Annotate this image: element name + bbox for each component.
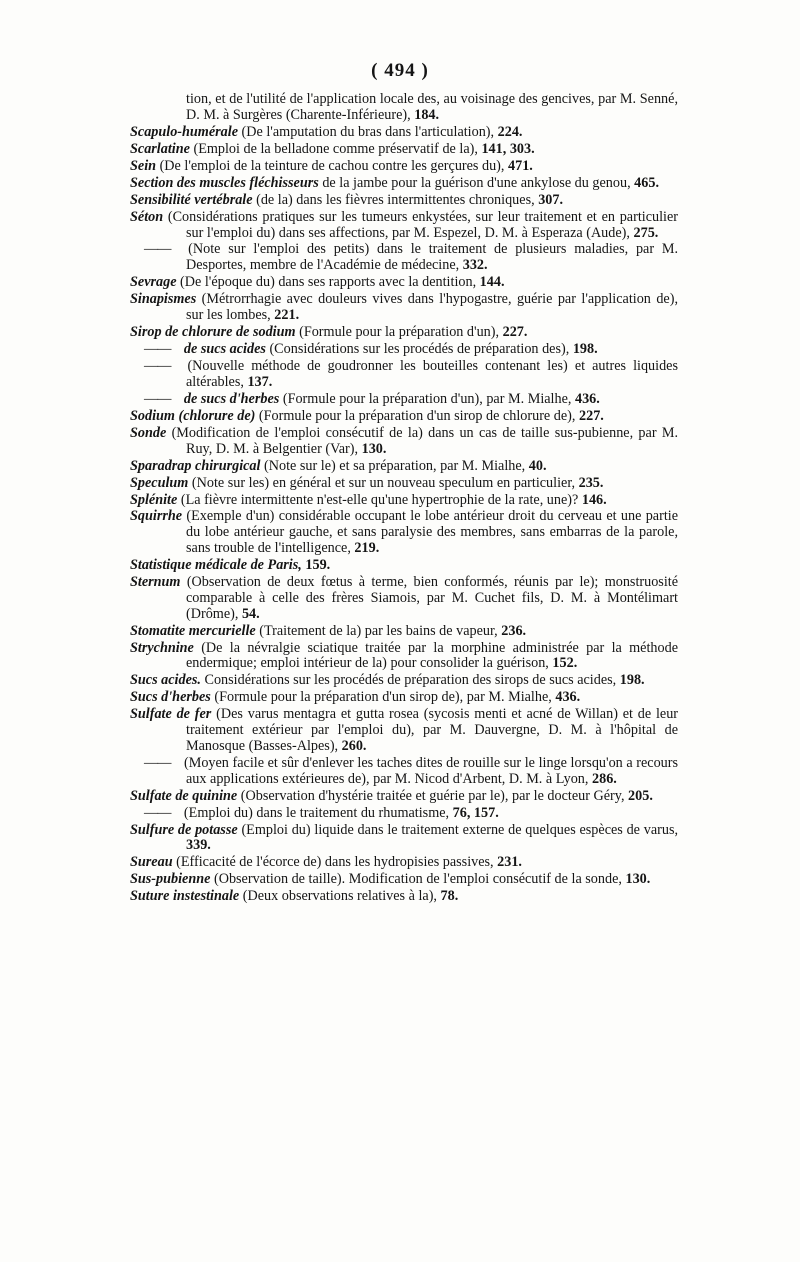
entry-term: Sternum — [130, 574, 181, 591]
entry-page-ref: 236. — [501, 622, 527, 639]
entry-page-ref: 227. — [579, 407, 604, 424]
entry-text: (Observation de deux fœtus à terme, bien conformés, réunis par le); monstruosité comparable à celle des frères Siamois, par M. Cuchet fils, D. M. à Montélimart (Drôme), — [186, 574, 679, 622]
index-entry — [130, 159, 678, 175]
index-entry — [130, 624, 678, 640]
entry-term: Sensibilité vertébrale — [130, 191, 253, 208]
entry-term: Sulfate de fer — [130, 706, 212, 723]
entry-term: Squirrhe — [130, 508, 183, 525]
entry-page-ref: 198. — [572, 341, 598, 358]
entry-text: (Note sur l'emploi des petits) dans le traitement de plusieurs maladies, par M. Desportes, membre de l'Académie de médecine, — [186, 241, 679, 274]
entry-text: (Formule pour la préparation d'un), par M. Mialhe, — [282, 390, 572, 407]
index-entry — [130, 789, 678, 805]
index-entry — [130, 673, 678, 689]
entry-page-ref: 205. — [628, 787, 653, 804]
entry-text: (Considérations sur les procédés de préparation des), — [269, 341, 570, 358]
entry-text: (Formule pour la préparation d'un sirop de chlorure de), — [258, 407, 576, 424]
entry-page-ref: 436. — [555, 689, 581, 706]
index-entry — [130, 325, 678, 341]
entry-page-ref: 130. — [625, 871, 651, 888]
index-entry — [130, 459, 678, 475]
ditto-dash: —— — [144, 754, 171, 771]
entry-page-ref: 184. — [414, 106, 440, 123]
entry-term: Séton — [130, 208, 164, 225]
entry-text: (Modification de l'emploi consécutif de la) dans un cas de taille sus-pubienne, par M. Ruy, D. M. à Belgentier (Var), — [171, 424, 679, 457]
index-entry — [130, 210, 678, 242]
entry-subterm: de sucs acides — [183, 341, 266, 358]
ditto-dash: —— — [144, 390, 171, 407]
index-entry — [130, 193, 678, 209]
entry-term: Section des muscles fléchisseurs — [130, 174, 319, 191]
entry-page-ref: 141, 303. — [481, 140, 535, 157]
entry-term: Sucs d'herbes — [130, 689, 211, 706]
index-entry — [130, 641, 678, 673]
entry-page-ref: 130. — [361, 440, 387, 457]
index-entry — [130, 242, 678, 274]
entry-page-ref: 54. — [241, 605, 260, 622]
entry-text: (De l'époque du) dans ses rapports avec la dentition, — [180, 274, 477, 291]
page-number: ( 494 ) — [371, 60, 429, 81]
entry-page-ref: 137. — [247, 373, 273, 390]
entry-page-ref: 260. — [341, 737, 367, 754]
entry-term: Suture instestinale — [130, 888, 240, 905]
entry-page-ref: 465. — [634, 174, 659, 191]
entry-text: (Observation de taille). Modification de l'emploi consécutif de la sonde, — [213, 871, 622, 888]
index-entries — [130, 92, 678, 906]
index-entry — [130, 125, 678, 141]
index-entry — [130, 889, 678, 905]
entry-text: (Nouvelle méthode de goudronner les bouteilles contenant les) et autres liquides altérables, — [186, 358, 678, 390]
entry-page-ref: 332. — [462, 257, 488, 274]
index-entry — [130, 342, 678, 358]
entry-text: (Efficacité de l'écorce de) dans les hydropisies passives, — [176, 854, 494, 871]
entry-term: Statistique médicale de Paris, — [130, 557, 302, 574]
entry-text: (Note sur les) en général et sur un nouveau speculum en particulier, — [191, 474, 576, 491]
entry-text: (Moyen facile et sûr d'enlever les taches dites de rouille sur le linge lorsqu'on a recours aux applications extérieures de), par M. Nicod d'Arbent, D. M. à Lyon, — [183, 754, 679, 787]
entry-text: (Emploi de la belladone comme préservatif de la), — [193, 140, 478, 157]
entry-subterm: (chlorure de) — [178, 407, 256, 424]
entry-page-ref: 227. — [502, 324, 528, 341]
index-entry — [130, 142, 678, 158]
entry-text: (De l'emploi de la teinture de cachou contre les gerçures du), — [159, 157, 505, 174]
entry-term: Sucs acides. — [130, 672, 201, 689]
entry-page-ref: 275. — [633, 224, 659, 241]
entry-term: Sevrage — [130, 274, 177, 291]
index-entry — [130, 707, 678, 754]
entry-text: (Emploi du) dans le traitement du rhumatisme, — [183, 804, 450, 821]
entry-term: Sonde — [130, 424, 167, 441]
entry-page-ref: 221. — [274, 307, 300, 324]
index-entry — [130, 690, 678, 706]
entry-text: (Métrorrhagie avec douleurs vives dans l'hypogastre, guérie par l'application de), sur les lombes, — [186, 291, 679, 324]
ditto-dash: —— — [144, 358, 171, 374]
entry-page-ref: 152. — [552, 655, 578, 672]
entry-term: Sureau — [130, 854, 173, 871]
entry-page-ref: 146. — [581, 491, 607, 508]
entry-page-ref: 76, 157. — [452, 804, 499, 821]
index-entry — [130, 872, 678, 888]
entry-page-ref: 307. — [538, 191, 564, 208]
entry-page-ref: 219. — [354, 540, 380, 557]
entry-text: de la jambe pour la guérison d'une ankylose du genou, — [322, 174, 631, 191]
entry-page-ref: 144. — [479, 274, 505, 291]
entry-term: Speculum — [130, 474, 189, 491]
entry-page-ref: 286. — [592, 770, 617, 787]
entry-text: (Note sur le) et sa préparation, par M. Mialhe, — [264, 457, 526, 474]
entry-term: Scapulo-humérale — [130, 123, 238, 140]
entry-text: (Formule pour la préparation d'un sirop de), par M. Mialhe, — [214, 689, 552, 706]
index-entry — [130, 176, 678, 192]
entry-text: (Traitement de la) par les bains de vapeur, — [259, 622, 498, 639]
entry-page-ref: 159. — [305, 557, 331, 574]
index-entry — [130, 409, 678, 425]
entry-text: tion, et de l'utilité de l'application locale des, au voisinage des gencives, par M. Senné, D. M. à Surgères (Charente-Inférieure), — [186, 91, 678, 123]
index-entry — [130, 292, 678, 324]
entry-term: Sparadrap chirurgical — [130, 457, 261, 474]
ditto-dash: —— — [144, 241, 171, 258]
index-entry — [130, 493, 678, 509]
index-entry — [130, 855, 678, 871]
entry-text: Considérations sur les procédés de préparation des sirops de sucs acides, — [204, 672, 617, 689]
ditto-dash: —— — [144, 804, 171, 821]
entry-term: Scarlatine — [130, 140, 190, 157]
entry-text: (Observation d'hystérie traitée et guérie par le), par le docteur Géry, — [240, 787, 625, 804]
entry-term: Stomatite mercurielle — [130, 622, 256, 639]
entry-page-ref: 231. — [497, 854, 522, 871]
index-entry — [130, 426, 678, 458]
entry-page-ref: 40. — [528, 457, 547, 474]
entry-term: Sus-pubienne — [130, 871, 211, 888]
entry-term: Sirop de chlorure de sodium — [130, 324, 296, 341]
entry-page-ref: 78. — [440, 888, 459, 905]
entry-term: Sodium — [130, 407, 175, 424]
index-entry — [130, 359, 678, 391]
index-entry — [130, 806, 678, 822]
entry-term: Splénite — [130, 491, 178, 508]
entry-text: (Formule pour la préparation d'un), — [299, 324, 500, 341]
ditto-dash: —— — [144, 341, 171, 358]
entry-page-ref: 471. — [508, 157, 533, 174]
entry-term: Sulfate de quinine — [130, 787, 238, 804]
entry-text: (Des varus mentagra et gutta rosea (sycosis menti et acné de Willan) et de leur traitement extérieur par l'emploi du), par M. Dauvergne, D. M. à l'hôpital de Manosque (Basses-Alpes), — [186, 706, 679, 754]
entry-term: Sinapismes — [130, 291, 197, 308]
entry-term: Strychnine — [130, 639, 194, 656]
index-entry — [130, 509, 678, 556]
entry-subterm: de sucs d'herbes — [183, 390, 280, 407]
index-entry — [130, 275, 678, 291]
entry-text: (De l'amputation du bras dans l'articulation), — [241, 123, 495, 140]
entry-text: (Exemple d'un) considérable occupant le lobe antérieur droit du cerveau et une partie du lobe antérieur gauche, et sans paralysie des membres, sans embarras de la parole, sans trouble de l'intelligence, — [186, 508, 679, 557]
entry-page-ref: 436. — [574, 390, 600, 407]
entry-text: (La fièvre intermittente n'est-elle qu'une hypertrophie de la rate, une)? — [180, 491, 579, 508]
entry-term: Sein — [130, 157, 157, 174]
entry-text: (Emploi du) liquide dans le traitement externe de quelques espèces de varus, — [241, 821, 679, 838]
index-entry — [130, 558, 678, 574]
index-entry — [130, 575, 678, 622]
index-entry — [130, 392, 678, 408]
entry-page-ref: 339. — [186, 837, 211, 854]
entry-term: Sulfure de potasse — [130, 821, 238, 838]
entry-text: (de la) dans les fièvres intermittentes chroniques, — [256, 191, 535, 208]
index-entry — [130, 756, 678, 788]
entry-text: (Considérations pratiques sur les tumeurs enkystées, sur leur traitement et en particulier sur l'emploi du) dans ses affections, par M. Espezel, D. M. à Esperaza (Aude), — [167, 208, 678, 241]
entry-text: (Deux observations relatives à la), — [242, 888, 437, 905]
index-entry — [130, 476, 678, 492]
entry-text: (De la névralgie sciatique traitée par la morphine administrée par la méthode endermique; emploi intérieur de la) pour consolider la guérison, — [186, 639, 678, 672]
index-entry — [130, 92, 678, 124]
index-entry — [130, 823, 678, 855]
entry-page-ref: 198. — [619, 672, 645, 689]
entry-page-ref: 235. — [578, 474, 604, 491]
entry-page-ref: 224. — [497, 123, 523, 140]
